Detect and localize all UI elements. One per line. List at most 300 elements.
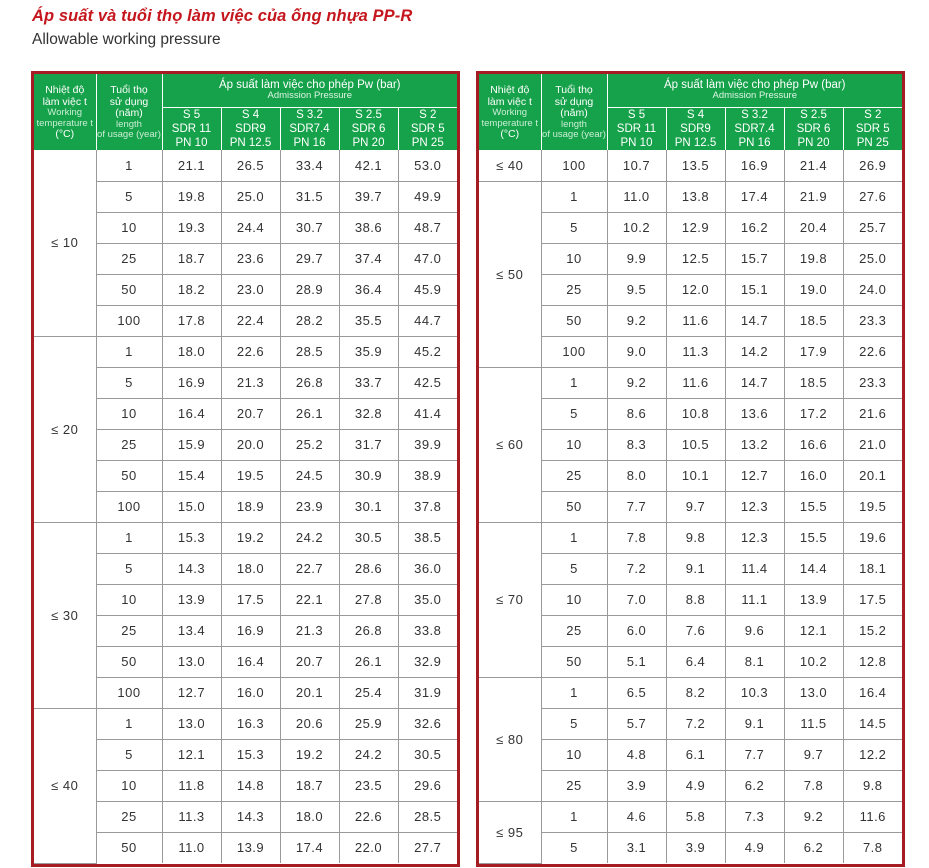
service-life-header-line: of usage (year) xyxy=(542,129,606,141)
pressure-value-cell: 17.4 xyxy=(280,832,339,863)
pressure-value-cell: 33.4 xyxy=(280,150,339,181)
pressure-value-cell: 19.8 xyxy=(784,243,843,274)
pressure-value-cell: 12.5 xyxy=(666,243,725,274)
table-row xyxy=(34,832,457,863)
pressure-value-cell: 49.9 xyxy=(398,181,457,212)
pressure-value-cell: 25.2 xyxy=(280,429,339,460)
table-row xyxy=(479,646,902,677)
table-row xyxy=(479,770,902,801)
pressure-value-cell: 47.0 xyxy=(398,243,457,274)
pressure-value-cell: 48.7 xyxy=(398,212,457,243)
service-life-cell: 10 xyxy=(541,584,607,615)
pressure-value-cell: 7.8 xyxy=(607,522,666,553)
service-life-cell: 25 xyxy=(96,801,162,832)
pipe-series-header: S 2 xyxy=(843,108,902,123)
table-row xyxy=(34,460,457,491)
service-life-cell: 5 xyxy=(541,708,607,739)
pressure-value-cell: 9.7 xyxy=(666,491,725,522)
pressure-value-cell: 21.6 xyxy=(843,398,902,429)
pressure-value-cell: 18.5 xyxy=(784,367,843,398)
page-title: Áp suất và tuổi thọ làm việc của ống nhựa PP-R xyxy=(32,7,413,25)
pressure-value-cell: 12.3 xyxy=(725,522,784,553)
table-row xyxy=(479,584,902,615)
table-row xyxy=(479,243,902,274)
pressure-value-cell: 9.2 xyxy=(784,801,843,832)
sdr-header: SDR9 xyxy=(666,122,725,136)
pressure-value-cell: 17.5 xyxy=(843,584,902,615)
pressure-value-cell: 10.1 xyxy=(666,460,725,491)
pressure-value-cell: 15.2 xyxy=(843,615,902,646)
service-life-header-line: length xyxy=(561,118,587,130)
pressure-value-cell: 12.2 xyxy=(843,739,902,770)
pressure-value-cell: 7.0 xyxy=(607,584,666,615)
table-row xyxy=(34,646,457,677)
pressure-value-cell: 26.8 xyxy=(339,615,398,646)
pressure-value-cell: 24.0 xyxy=(843,274,902,305)
table-row xyxy=(479,305,902,336)
pressure-value-cell: 15.3 xyxy=(162,522,221,553)
pressure-value-cell: 5.7 xyxy=(607,708,666,739)
temperature-header-line: làm việc t xyxy=(487,95,532,108)
service-life-cell: 10 xyxy=(96,770,162,801)
table-row xyxy=(479,553,902,584)
pressure-value-cell: 7.2 xyxy=(666,708,725,739)
pressure-value-cell: 13.6 xyxy=(725,398,784,429)
pressure-value-cell: 10.7 xyxy=(607,150,666,181)
pressure-value-cell: 8.6 xyxy=(607,398,666,429)
pressure-value-cell: 33.8 xyxy=(398,615,457,646)
pressure-value-cell: 29.7 xyxy=(280,243,339,274)
service-life-cell: 10 xyxy=(541,739,607,770)
pressure-value-cell: 21.9 xyxy=(784,181,843,212)
service-life-cell: 25 xyxy=(541,615,607,646)
pressure-value-cell: 16.4 xyxy=(221,646,280,677)
pressure-value-cell: 30.5 xyxy=(339,522,398,553)
service-life-cell: 1 xyxy=(541,801,607,832)
service-life-header-line: of usage (year) xyxy=(97,129,161,141)
pressure-value-cell: 4.9 xyxy=(725,832,784,863)
pressure-value-cell: 35.5 xyxy=(339,305,398,336)
service-life-cell: 1 xyxy=(96,336,162,367)
pressure-value-cell: 20.0 xyxy=(221,429,280,460)
pressure-value-cell: 22.6 xyxy=(843,336,902,367)
service-life-cell: 1 xyxy=(541,522,607,553)
pressure-header-en: Admission Pressure xyxy=(712,90,797,102)
pressure-value-cell: 11.8 xyxy=(162,770,221,801)
pressure-value-cell: 14.3 xyxy=(162,553,221,584)
pressure-value-cell: 15.7 xyxy=(725,243,784,274)
pressure-value-cell: 15.9 xyxy=(162,429,221,460)
pressure-value-cell: 53.0 xyxy=(398,150,457,181)
table-row xyxy=(479,460,902,491)
pressure-value-cell: 26.5 xyxy=(221,150,280,181)
pressure-value-cell: 12.1 xyxy=(162,739,221,770)
pressure-value-cell: 13.5 xyxy=(666,150,725,181)
pressure-value-cell: 23.5 xyxy=(339,770,398,801)
pressure-value-cell: 16.9 xyxy=(162,367,221,398)
pressure-value-cell: 38.6 xyxy=(339,212,398,243)
table-row xyxy=(34,801,457,832)
pressure-value-cell: 21.1 xyxy=(162,150,221,181)
pressure-value-cell: 18.0 xyxy=(280,801,339,832)
pressure-value-cell: 16.6 xyxy=(784,429,843,460)
pressure-value-cell: 20.7 xyxy=(280,646,339,677)
table-row xyxy=(34,274,457,305)
sdr-header: SDR 5 xyxy=(398,122,457,136)
service-life-cell: 100 xyxy=(541,150,607,181)
pressure-value-cell: 33.7 xyxy=(339,367,398,398)
table-row xyxy=(34,739,457,770)
pressure-value-cell: 20.7 xyxy=(221,398,280,429)
pressure-header-en: Admission Pressure xyxy=(267,90,352,102)
pressure-value-cell: 19.5 xyxy=(843,491,902,522)
pressure-value-cell: 18.5 xyxy=(784,305,843,336)
pressure-value-cell: 38.9 xyxy=(398,460,457,491)
pressure-value-cell: 15.3 xyxy=(221,739,280,770)
pipe-series-header: S 3.2 xyxy=(280,108,339,123)
pressure-value-cell: 12.8 xyxy=(843,646,902,677)
pipe-series-header: S 5 xyxy=(607,108,666,123)
table-row xyxy=(479,615,902,646)
pressure-table-left xyxy=(31,71,460,867)
pressure-value-cell: 7.6 xyxy=(666,615,725,646)
pressure-value-cell: 7.8 xyxy=(862,840,883,856)
pressure-value-cell: 37.8 xyxy=(398,491,457,522)
pressure-value-cell: 14.8 xyxy=(221,770,280,801)
pressure-value-cell: 5.8 xyxy=(666,801,725,832)
table-row xyxy=(34,615,457,646)
pressure-value-cell: 6.0 xyxy=(607,615,666,646)
pressure-value-cell: 37.4 xyxy=(339,243,398,274)
pressure-value-cell: 14.2 xyxy=(725,336,784,367)
pressure-value-cell: 18.7 xyxy=(280,770,339,801)
pn-header: PN 20 xyxy=(784,136,843,150)
temperature-cell: ≤ 60 xyxy=(479,367,541,522)
table-header xyxy=(479,74,902,150)
pressure-value-cell: 13.9 xyxy=(221,832,280,863)
pressure-value-cell: 9.9 xyxy=(607,243,666,274)
service-life-header-line: sử dụng xyxy=(554,95,594,108)
pressure-value-cell: 10.8 xyxy=(666,398,725,429)
pressure-table xyxy=(34,74,457,864)
pipe-series-header: S 2 xyxy=(398,108,457,123)
service-life-header-line: (năm) xyxy=(115,107,143,120)
pressure-value-cell: 39.9 xyxy=(398,429,457,460)
pressure-value-cell: 22.6 xyxy=(221,336,280,367)
pressure-value-cell: 9.6 xyxy=(725,615,784,646)
pressure-value-cell: 14.5 xyxy=(843,708,902,739)
pressure-value-cell: 25.4 xyxy=(339,677,398,708)
table-row xyxy=(479,522,902,553)
temperature-cell: ≤ 95 xyxy=(479,801,541,863)
pressure-value-cell: 9.7 xyxy=(784,739,843,770)
service-life-cell: 100 xyxy=(96,305,162,336)
pressure-value-cell: 17.4 xyxy=(725,181,784,212)
pressure-value-cell: 7.3 xyxy=(725,801,784,832)
table-row xyxy=(34,212,457,243)
pressure-value-cell: 15.4 xyxy=(162,460,221,491)
pressure-value-cell: 13.2 xyxy=(725,429,784,460)
pressure-value-cell: 24.4 xyxy=(221,212,280,243)
pressure-value-cell: 14.3 xyxy=(221,801,280,832)
pressure-value-cell: 7.8 xyxy=(784,770,843,801)
service-life-cell: 50 xyxy=(96,832,162,863)
pressure-value-cell: 6.2 xyxy=(725,770,784,801)
table-row xyxy=(479,398,902,429)
table-row xyxy=(34,336,457,367)
pressure-value-cell: 3.1 xyxy=(607,832,666,863)
service-life-cell: 25 xyxy=(541,274,607,305)
pressure-value-cell: 15.5 xyxy=(784,491,843,522)
pressure-value-cell: 30.9 xyxy=(339,460,398,491)
pressure-value-cell: 6.2 xyxy=(784,832,843,863)
pressure-value-cell: 19.0 xyxy=(784,274,843,305)
pipe-series-header: S 5 xyxy=(162,108,221,123)
pressure-value-cell: 15.1 xyxy=(725,274,784,305)
pn-header: PN 10 xyxy=(162,136,221,150)
pressure-value-cell: 32.9 xyxy=(398,646,457,677)
pressure-table xyxy=(479,74,902,864)
temperature-cell: ≤ 10 xyxy=(34,150,96,336)
pressure-value-cell: 31.9 xyxy=(398,677,457,708)
pressure-value-cell: 15.5 xyxy=(784,522,843,553)
pressure-value-cell: 8.8 xyxy=(666,584,725,615)
pressure-value-cell: 11.6 xyxy=(666,305,725,336)
pn-header: PN 25 xyxy=(843,136,902,150)
pressure-value-cell: 39.7 xyxy=(339,181,398,212)
pressure-value-cell: 9.8 xyxy=(843,770,902,801)
service-life-cell: 50 xyxy=(541,646,607,677)
temperature-cell: ≤ 30 xyxy=(34,522,96,708)
pressure-value-cell: 8.2 xyxy=(666,677,725,708)
temperature-header-line: (°C) xyxy=(500,128,520,141)
pressure-value-cell: 11.3 xyxy=(666,336,725,367)
pipe-series-header: S 2.5 xyxy=(339,108,398,123)
pressure-column-header xyxy=(607,74,902,108)
service-life-cell: 100 xyxy=(541,336,607,367)
pressure-value-cell: 13.9 xyxy=(784,584,843,615)
sdr-header: SDR9 xyxy=(221,122,280,136)
table-row xyxy=(479,491,902,522)
pressure-value-cell: 11.6 xyxy=(666,367,725,398)
service-life-cell: 1 xyxy=(541,367,607,398)
service-life-cell: 1 xyxy=(96,522,162,553)
pressure-value-cell: 28.5 xyxy=(280,336,339,367)
pressure-value-cell: 10.3 xyxy=(725,677,784,708)
pipe-series-header: S 4 xyxy=(221,108,280,123)
table-row xyxy=(34,243,457,274)
pressure-value-cell: 27.6 xyxy=(843,181,902,212)
table-row xyxy=(34,553,457,584)
table-row xyxy=(34,181,457,212)
pressure-value-cell: 12.9 xyxy=(666,212,725,243)
pressure-value-cell: 23.3 xyxy=(843,367,902,398)
pressure-value-cell: 8.1 xyxy=(725,646,784,677)
temperature-header-line: Working xyxy=(492,107,528,119)
service-life-header-line: Tuổi thọ xyxy=(110,84,148,97)
pressure-value-cell: 22.1 xyxy=(280,584,339,615)
pressure-value-cell: 18.0 xyxy=(162,336,221,367)
table-row xyxy=(34,429,457,460)
pressure-value-cell: 21.3 xyxy=(280,615,339,646)
table-row xyxy=(34,150,457,181)
pressure-value-cell: 21.3 xyxy=(221,367,280,398)
table-row xyxy=(34,708,457,739)
temperature-cell: ≤ 80 xyxy=(479,677,541,801)
table-row xyxy=(479,274,902,305)
table-row xyxy=(479,150,902,181)
pressure-value-cell: 28.9 xyxy=(280,274,339,305)
service-life-header-line: Tuổi thọ xyxy=(555,84,593,97)
service-life-cell: 25 xyxy=(541,770,607,801)
service-life-cell: 5 xyxy=(96,553,162,584)
pressure-value-cell: 27.8 xyxy=(339,584,398,615)
pressure-value-cell: 7.7 xyxy=(607,491,666,522)
pressure-value-cell: 45.9 xyxy=(398,274,457,305)
table-row xyxy=(34,770,457,801)
service-life-cell: 5 xyxy=(541,553,607,584)
temperature-column-header xyxy=(479,74,541,150)
pn-header: PN 12.5 xyxy=(666,136,725,150)
pressure-value-cell: 17.5 xyxy=(221,584,280,615)
pressure-value-cell: 25.7 xyxy=(843,212,902,243)
pressure-value-cell: 12.0 xyxy=(666,274,725,305)
pressure-value-cell: 45.2 xyxy=(398,336,457,367)
sdr-header: SDR7.4 xyxy=(280,122,339,136)
service-life-cell: 1 xyxy=(96,150,162,181)
pressure-value-cell: 25.0 xyxy=(221,181,280,212)
sdr-header: SDR 6 xyxy=(784,122,843,136)
service-life-cell: 25 xyxy=(96,429,162,460)
pressure-value-cell: 19.8 xyxy=(162,181,221,212)
pressure-value-cell: 21.0 xyxy=(843,429,902,460)
pressure-value-cell: 5.1 xyxy=(607,646,666,677)
pressure-value-cell: 26.8 xyxy=(280,367,339,398)
pressure-value-cell: 16.0 xyxy=(784,460,843,491)
temperature-header-line: làm việc t xyxy=(42,95,87,108)
pressure-value-cell: 4.9 xyxy=(666,770,725,801)
temperature-header-line: Nhiệt độ xyxy=(45,84,85,97)
pressure-value-cell: 17.9 xyxy=(784,336,843,367)
pressure-value-cell: 3.9 xyxy=(607,770,666,801)
pressure-value-cell: 18.7 xyxy=(162,243,221,274)
pressure-value-cell: 7.2 xyxy=(607,553,666,584)
pressure-value-cell: 22.7 xyxy=(280,553,339,584)
service-life-cell: 5 xyxy=(541,832,607,863)
temperature-header-line: Working xyxy=(47,107,83,119)
service-life-cell: 1 xyxy=(96,708,162,739)
service-life-cell: 25 xyxy=(96,615,162,646)
pressure-value-cell: 23.0 xyxy=(221,274,280,305)
pressure-value-cell: 14.4 xyxy=(784,553,843,584)
pressure-value-cell: 20.1 xyxy=(280,677,339,708)
pressure-value-cell: 26.9 xyxy=(843,150,902,181)
pressure-value-cell: 13.9 xyxy=(162,584,221,615)
pressure-value-cell: 23.6 xyxy=(221,243,280,274)
pressure-value-cell: 31.5 xyxy=(280,181,339,212)
pressure-value-cell: 28.5 xyxy=(398,801,457,832)
pressure-value-cell: 11.0 xyxy=(162,832,221,863)
table-row xyxy=(34,398,457,429)
table-row xyxy=(34,584,457,615)
table-row xyxy=(479,367,902,398)
service-life-cell: 25 xyxy=(541,460,607,491)
pressure-value-cell: 42.1 xyxy=(339,150,398,181)
pressure-value-cell: 10.2 xyxy=(607,212,666,243)
pressure-value-cell: 19.2 xyxy=(280,739,339,770)
temperature-header-line: temperature t xyxy=(481,117,538,129)
sdr-header: SDR 5 xyxy=(843,122,902,136)
pressure-value-cell: 24.5 xyxy=(280,460,339,491)
service-life-cell: 5 xyxy=(96,739,162,770)
service-life-cell: 50 xyxy=(541,491,607,522)
table-row xyxy=(479,212,902,243)
pressure-value-cell: 26.1 xyxy=(339,646,398,677)
temperature-cell: ≤ 40 xyxy=(34,708,96,863)
pressure-value-cell: 35.9 xyxy=(339,336,398,367)
pressure-value-cell: 32.6 xyxy=(398,708,457,739)
pressure-value-cell: 35.0 xyxy=(398,584,457,615)
service-life-cell: 50 xyxy=(96,274,162,305)
pressure-value-cell: 32.8 xyxy=(339,398,398,429)
pressure-value-cell: 9.8 xyxy=(666,522,725,553)
page-subtitle: Allowable working pressure xyxy=(32,31,221,48)
pressure-value-cell: 11.1 xyxy=(725,584,784,615)
table-row xyxy=(479,336,902,367)
sdr-header: SDR7.4 xyxy=(725,122,784,136)
service-life-cell: 10 xyxy=(96,212,162,243)
pressure-value-cell: 16.9 xyxy=(221,615,280,646)
pressure-value-cell: 12.3 xyxy=(725,491,784,522)
pressure-value-cell: 38.5 xyxy=(398,522,457,553)
pressure-value-cell: 19.6 xyxy=(843,522,902,553)
temperature-header-line: temperature t xyxy=(36,117,93,129)
pressure-value-cell: 41.4 xyxy=(398,398,457,429)
sdr-header: SDR 11 xyxy=(607,122,666,136)
pressure-value-cell: 20.1 xyxy=(843,460,902,491)
pressure-value-cell: 12.7 xyxy=(725,460,784,491)
pressure-value-cell: 16.3 xyxy=(221,708,280,739)
pn-header: PN 16 xyxy=(725,136,784,150)
service-life-cell: 10 xyxy=(541,429,607,460)
pn-header: PN 16 xyxy=(280,136,339,150)
pressure-value-cell: 36.4 xyxy=(339,274,398,305)
pressure-value-cell: 16.0 xyxy=(221,677,280,708)
pressure-value-cell: 9.2 xyxy=(607,367,666,398)
pressure-value-cell: 42.5 xyxy=(398,367,457,398)
table-row xyxy=(479,429,902,460)
table-row xyxy=(34,367,457,398)
table-row xyxy=(34,677,457,708)
pipe-series-header: S 4 xyxy=(666,108,725,123)
pressure-value-cell: 18.2 xyxy=(162,274,221,305)
pressure-value-cell: 4.8 xyxy=(607,739,666,770)
pressure-value-cell: 23.3 xyxy=(843,305,902,336)
table-row xyxy=(479,181,902,212)
pressure-value-cell: 16.2 xyxy=(725,212,784,243)
pressure-header-vi: Áp suất làm việc cho phép Pw (bar) xyxy=(663,79,846,92)
service-life-cell: 10 xyxy=(541,243,607,274)
pressure-value-cell: 16.9 xyxy=(725,150,784,181)
temperature-cell: ≤ 50 xyxy=(479,181,541,367)
table-row xyxy=(34,491,457,522)
table-body xyxy=(34,150,457,863)
temperature-cell: ≤ 70 xyxy=(479,522,541,677)
service-life-cell: 1 xyxy=(541,677,607,708)
pressure-value-cell: 11.3 xyxy=(162,801,221,832)
pn-header: PN 25 xyxy=(398,136,457,150)
pressure-value-cell: 13.0 xyxy=(162,646,221,677)
